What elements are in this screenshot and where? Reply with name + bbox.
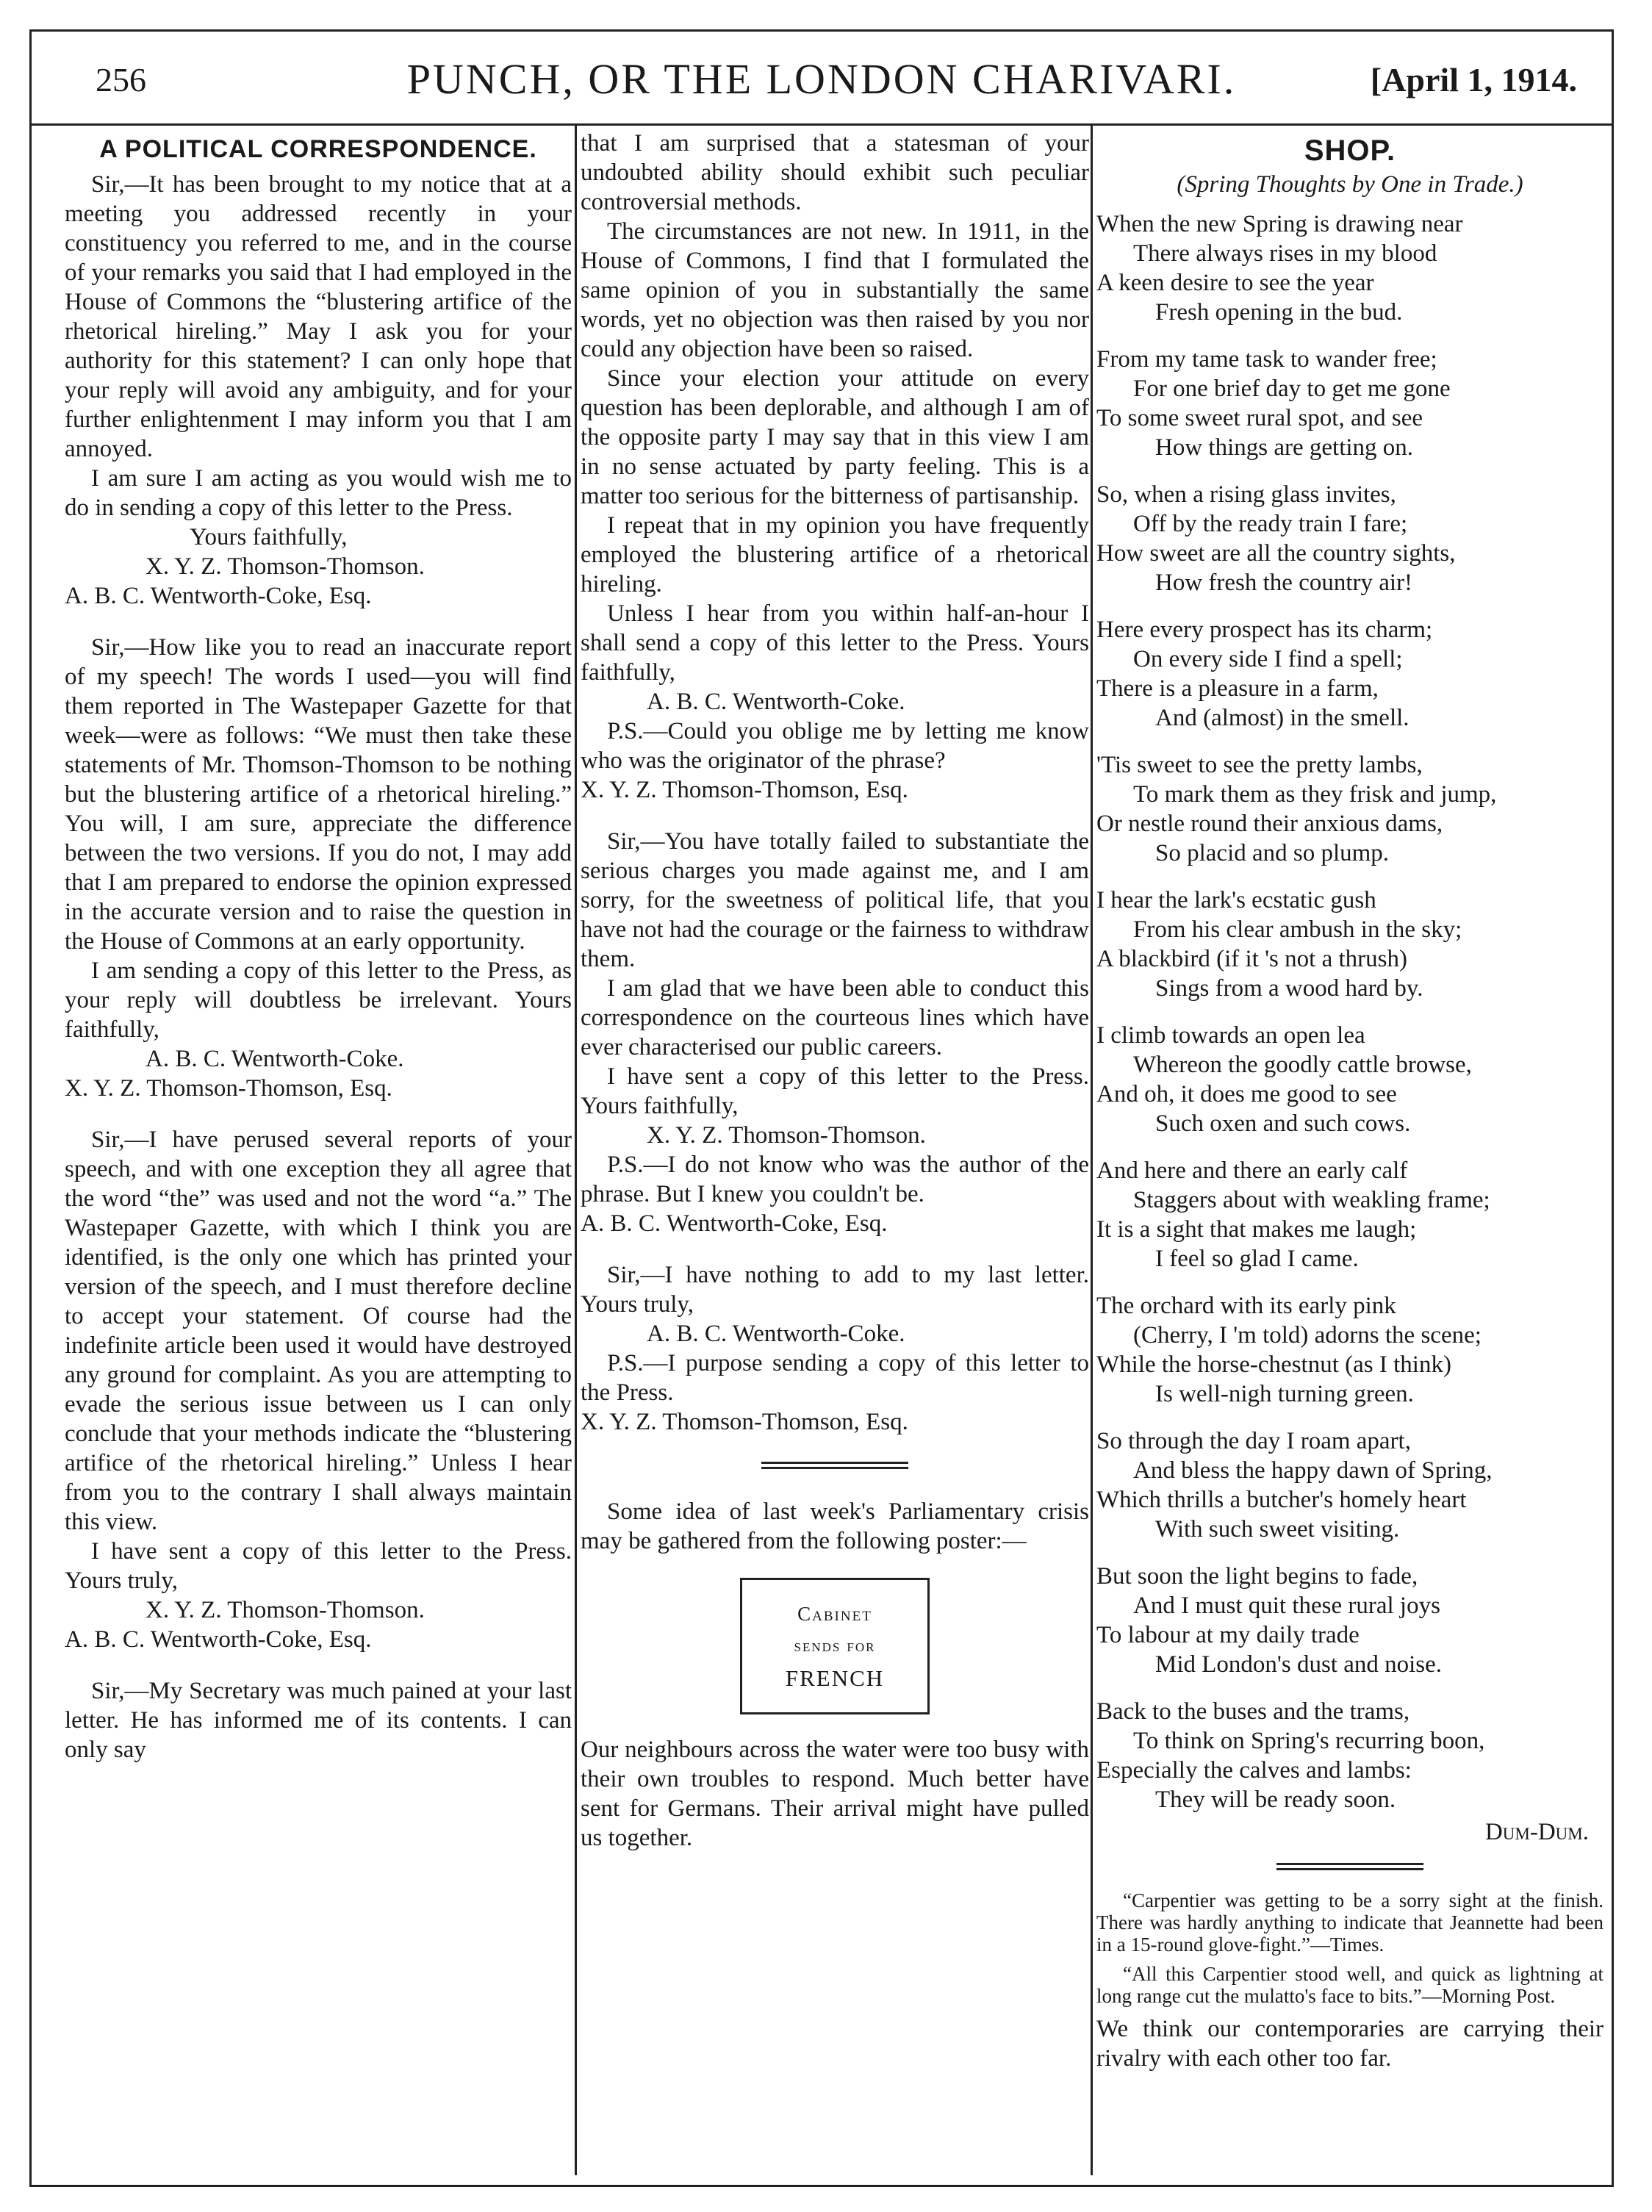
poem-line: (Cherry, I 'm told) adorns the scene;	[1133, 1322, 1482, 1349]
letter4-ps: P.S.—Could you oblige me by letting me know who was the originator of the phrase?	[581, 718, 1089, 774]
poem-line: For one brief day to get me gone	[1133, 376, 1451, 402]
poem-line: Or nestle round their anxious dams,	[1096, 811, 1443, 837]
letter3-signature: X. Y. Z. Thomson-Thomson.	[146, 1597, 425, 1623]
column-3	[1096, 129, 1603, 2073]
poem-line: Such oxen and such cows.	[1155, 1110, 1411, 1137]
poem-line: While the horse-chestnut (as I think)	[1096, 1351, 1451, 1378]
poem-stanza	[1096, 345, 1603, 462]
letter6-signature: A. B. C. Wentworth-Coke.	[647, 1321, 905, 1347]
page-header	[29, 38, 1614, 119]
poem-line: There always rises in my blood	[1133, 240, 1437, 267]
letter5-body: Sir,—You have totally failed to substantiate the serious charges you made against me, and I am sorry, for the sweetness of political life, that you have not had the courage or the fairness to withdraw them.	[581, 828, 1089, 972]
crisis-after: Our neighbours across the water were too busy with their own troubles to respond. Much better have sent for Germans. Their arrival might have pulled us together.	[581, 1737, 1089, 1851]
column-rule-2	[1091, 125, 1093, 2175]
letter6-body: Sir,—I have nothing to add to my last letter. Yours truly,	[581, 1262, 1089, 1318]
poem-stanza	[1096, 1021, 1603, 1138]
letter2-signature: A. B. C. Wentworth-Coke.	[146, 1046, 404, 1072]
poem-line: How sweet are all the country sights,	[1096, 540, 1456, 567]
poem-line: And here and there an early calf	[1096, 1157, 1408, 1184]
section-separator	[761, 1462, 908, 1469]
column-rule-1	[575, 125, 577, 2175]
poem-line: Is well-nigh turning green.	[1155, 1381, 1414, 1407]
poem-line: 'Tis sweet to see the pretty lambs,	[1096, 752, 1423, 778]
poem-line: I climb towards an open lea	[1096, 1022, 1365, 1049]
poem-line: Sings from a wood hard by.	[1155, 975, 1423, 1002]
poem-line: They will be ready soon.	[1155, 1787, 1396, 1813]
crisis-intro: Some idea of last week's Parliamentary crisis may be gathered from the following poster:—	[581, 1498, 1089, 1554]
letter4-signature: A. B. C. Wentworth-Coke.	[647, 689, 905, 715]
letter1-signature: X. Y. Z. Thomson-Thomson.	[146, 553, 425, 580]
poster-line-2: sends for	[794, 1637, 876, 1656]
poem-line: Back to the buses and the trams,	[1096, 1698, 1410, 1725]
poem-line: On every side I find a spell;	[1133, 646, 1403, 672]
letter6-ps: P.S.—I purpose sending a copy of this letter to the Press.	[581, 1350, 1089, 1406]
poem-line: There is a pleasure in a farm,	[1096, 675, 1379, 702]
letter3-closing-para: I have sent a copy of this letter to the Press. Yours truly,	[65, 1538, 572, 1594]
poem-line: To mark them as they frisk and jump,	[1133, 781, 1497, 808]
letter2-addressee: X. Y. Z. Thomson-Thomson, Esq.	[65, 1075, 392, 1102]
letter5-addressee: A. B. C. Wentworth-Coke, Esq.	[581, 1210, 888, 1237]
poster-line-3: FRENCH	[785, 1665, 885, 1691]
article-title: A POLITICAL CORRESPONDENCE.	[99, 135, 537, 163]
letter4-body-cont: that I am surprised that a statesman of your undoubted ability should exhibit such peculiar controversial methods.	[581, 130, 1089, 215]
letter3-body: Sir,—I have perused several reports of your speech, and with one exception they all agree that the word “the” was used and not the word “a.” The Wastepaper Gazette, with which I think you are identified, is the only one which has printed your version of the speech, and I must therefore decline to accept your statement. Of course had the indefinite article been used it would have destroyed any ground for complaint. As you are attempting to evade the serious issue between us I can only conclude that your methods indicate the “blustering artifice of the rhetorical hireling.” Unless I hear from you to the contrary I shall always maintain this view.	[65, 1127, 572, 1535]
letter1-close: Yours faithfully,	[190, 524, 348, 550]
poem-stanza	[1096, 1291, 1603, 1409]
poem-stanza	[1096, 209, 1603, 327]
poem-stanza	[1096, 1562, 1603, 1679]
poem-line: The orchard with its early pink	[1096, 1293, 1396, 1319]
poem-line: To some sweet rural spot, and see	[1096, 405, 1423, 431]
letter5-ps: P.S.—I do not know who was the author of the phrase. But I knew you couldn't be.	[581, 1152, 1089, 1207]
poster-line-1: Cabinet	[797, 1603, 872, 1625]
poem-line: Fresh opening in the bud.	[1155, 299, 1403, 326]
poem-line: So through the day I roam apart,	[1096, 1428, 1411, 1454]
poem-line: Here every prospect has its charm;	[1096, 617, 1433, 643]
column-2	[581, 129, 1089, 1853]
poem-line: So, when a rising glass invites,	[1096, 481, 1396, 508]
poem-line: Especially the calves and lambs:	[1096, 1757, 1412, 1784]
poem-stanza	[1096, 480, 1603, 597]
poem-line: To labour at my daily trade	[1096, 1622, 1360, 1648]
section-separator	[1276, 1863, 1423, 1870]
poem-stanza	[1096, 1697, 1603, 1814]
poem-subtitle: (Spring Thoughts by One in Trade.)	[1177, 171, 1523, 198]
letter2-body: Sir,—How like you to read an inaccurate report of my speech! The words I used—you will find them reported in The Wastepaper Gazette for that week—were as follows: “We must then take these statements of Mr. Thomson-Thomson to be nothing but the blustering artifice of a rhetorical hireling.” You will, I am sure, appreciate the difference between the two versions. If you do not, I may add that I am prepared to endorse the opinion expressed in the accurate version and to raise the question in the House of Commons at an early opportunity.	[65, 634, 572, 955]
letter5-signature: X. Y. Z. Thomson-Thomson.	[647, 1122, 926, 1149]
poem-line: I feel so glad I came.	[1155, 1246, 1359, 1272]
masthead: PUNCH, OR THE LONDON CHARIVARI.	[406, 55, 1237, 103]
letter4-para4: I repeat that in my opinion you have frequently employed the blustering artifice of a rhetorical hireling.	[581, 512, 1089, 597]
poem-line: A blackbird (if it 's not a thrush)	[1096, 946, 1407, 972]
poem-line: And bless the happy dawn of Spring,	[1133, 1457, 1493, 1484]
issue-date: [April 1, 1914.	[1370, 61, 1577, 98]
poem-line: To think on Spring's recurring boon,	[1133, 1728, 1485, 1754]
letter2-closing-para: I am sending a copy of this letter to the Press, as your reply will doubtless be irrelevant. Yours faithfully,	[65, 958, 572, 1043]
quotes-comment: We think our contemporaries are carrying their rivalry with each other too far.	[1096, 2016, 1603, 2072]
poem-line: So placid and so plump.	[1155, 840, 1390, 866]
poem-line: I hear the lark's ecstatic gush	[1096, 887, 1376, 913]
letter4-para2: The circumstances are not new. In 1911, in the House of Commons, I find that I formulated the same opinion of you in substantially the same words, yet no objection was then raised by you nor could any objection have been so raised.	[581, 218, 1089, 362]
poem-line: With such sweet visiting.	[1155, 1516, 1400, 1543]
poem-stanza	[1096, 1156, 1603, 1274]
poem-line: A keen desire to see the year	[1096, 270, 1374, 296]
poem-author: Dum-Dum.	[1484, 1819, 1589, 1845]
page-number: 256	[96, 61, 146, 98]
poem-line: From my tame task to wander free;	[1096, 346, 1437, 373]
letter1-closing-para: I am sure I am acting as you would wish me to do in sending a copy of this letter to the Press.	[65, 465, 572, 521]
letter1-body: Sir,—It has been brought to my notice that at a meeting you addressed recently in your constituency you referred to me, and in the course of your remarks you said that I had employed in the House of Commons the “blustering artifice of the rhetorical hireling.” May I ask you for your authority for this statement? I can only hope that your reply will avoid any ambiguity, and for your further enlightenment I may inform you that I am annoyed.	[65, 171, 572, 462]
poem-stanza	[1096, 1426, 1603, 1544]
poem-line: Whereon the goodly cattle browse,	[1133, 1052, 1472, 1078]
poem-line: When the new Spring is drawing near	[1096, 211, 1463, 237]
letter5-para3: I have sent a copy of this letter to the Press. Yours faithfully,	[581, 1063, 1089, 1119]
letter3-addressee: A. B. C. Wentworth-Coke, Esq.	[65, 1626, 372, 1653]
poem-stanza	[1096, 615, 1603, 733]
poem-line: From his clear ambush in the sky;	[1133, 916, 1462, 943]
quote-morning-post: “All this Carpentier stood well, and quick as lightning at long range cut the mulatto's face to bits.”—Morning Post.	[1096, 1963, 1603, 2007]
letter1-addressee: A. B. C. Wentworth-Coke, Esq.	[65, 583, 372, 609]
column-1	[65, 129, 572, 1764]
poem-line: Off by the ready train I fare;	[1133, 511, 1408, 537]
letter6-addressee: X. Y. Z. Thomson-Thomson, Esq.	[581, 1409, 908, 1435]
poem-line: Which thrills a butcher's homely heart	[1096, 1487, 1467, 1513]
poem-line: How fresh the country air!	[1155, 570, 1413, 596]
poem-line: But soon the light begins to fade,	[1096, 1563, 1418, 1590]
letter4-addressee: X. Y. Z. Thomson-Thomson, Esq.	[581, 777, 908, 803]
poem-line: It is a sight that makes me laugh;	[1096, 1216, 1417, 1243]
poem-line: Staggers about with weakling frame;	[1133, 1187, 1490, 1213]
poem-line: And (almost) in the smell.	[1155, 705, 1409, 731]
letter4-para3: Since your election your attitude on every question has been deplorable, and although I am of the opposite party I may say that in this view I am in no sense actuated by party feeling. This is a matter too serious for the bitterness of partisanship.	[581, 365, 1089, 509]
letter4-para5: Unless I hear from you within half-an-hour I shall send a copy of this letter to the Press. Yours faithfully,	[581, 600, 1089, 686]
poem-line: How things are getting on.	[1155, 434, 1414, 461]
letter4-body-start: Sir,—My Secretary was much pained at your last letter. He has informed me of its contents. I can only say	[65, 1678, 572, 1763]
letter5-para2: I am glad that we have been able to conduct this correspondence on the courteous lines which have ever characterised our public careers.	[581, 975, 1089, 1060]
poster-box	[740, 1578, 930, 1714]
poem-line: And I must quit these rural joys	[1133, 1592, 1440, 1619]
poem-line: And oh, it does me good to see	[1096, 1081, 1397, 1107]
quote-times: “Carpentier was getting to be a sorry sight at the finish. There was hardly anything to indicate that Jeannette had been in a 15-round glove-fight.”—Times.	[1096, 1889, 1603, 1956]
poem-stanza	[1096, 886, 1603, 1003]
poem-title: SHOP.	[1304, 134, 1396, 167]
header-rule	[29, 123, 1614, 126]
poem-line: Mid London's dust and noise.	[1155, 1651, 1443, 1678]
poem-stanza	[1096, 750, 1603, 868]
